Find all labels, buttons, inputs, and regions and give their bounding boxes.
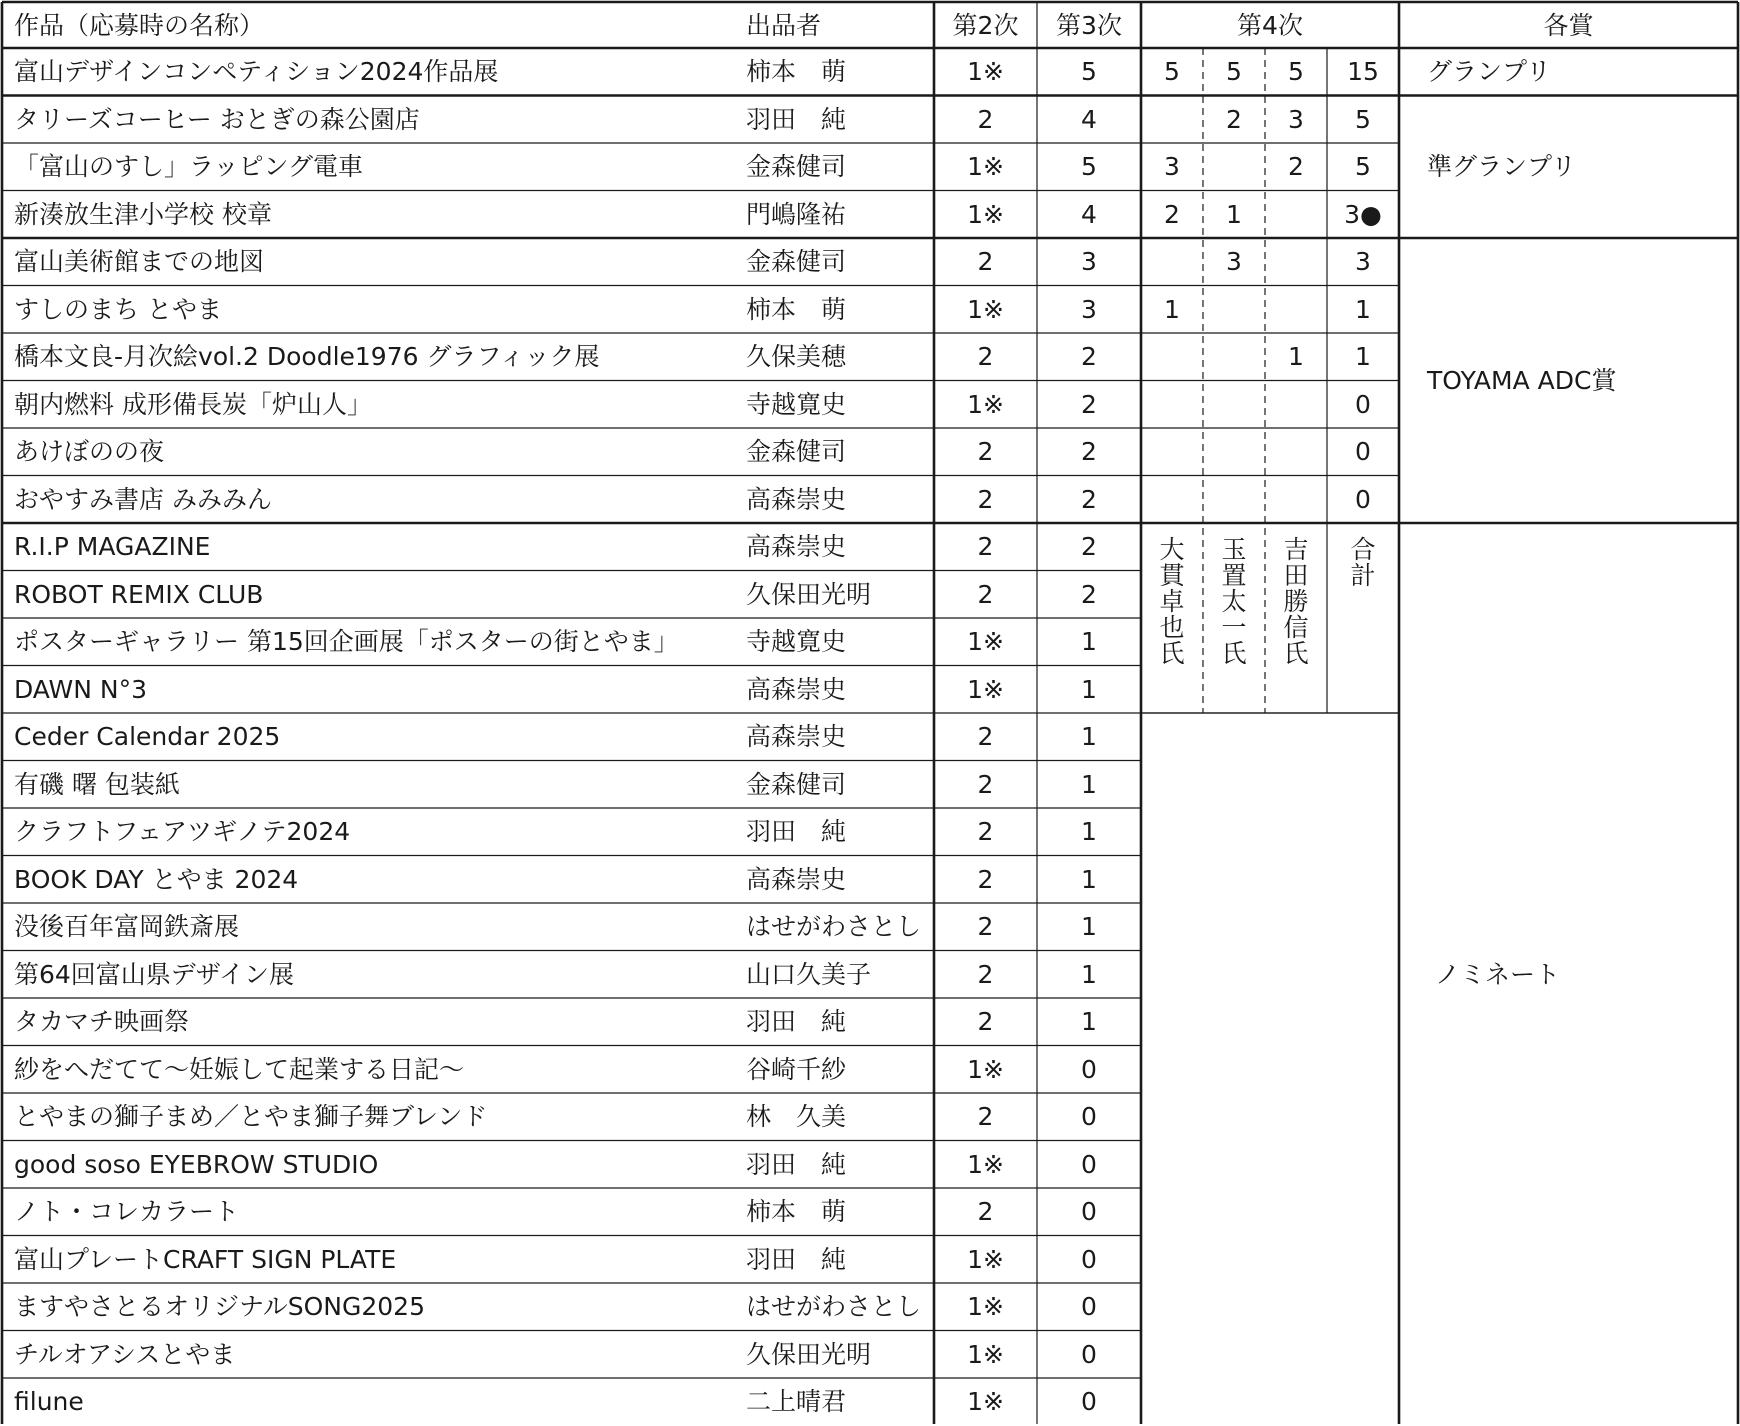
row-exhibitor: 久保田光明: [746, 1339, 872, 1369]
judge-name-char: 大: [1159, 535, 1185, 564]
row-exhibitor: 寺越寛史: [746, 627, 847, 657]
row-round-2: 1※: [967, 57, 1004, 87]
row-round-2: 2: [977, 1102, 994, 1132]
row-judge-1-score: [1141, 428, 1203, 476]
row-round-3: 0: [1081, 1149, 1097, 1179]
row-round-3: 2: [1081, 437, 1097, 467]
row-total: 5: [1355, 104, 1371, 134]
row-judge-3-score: [1265, 191, 1327, 239]
row-round-3: 5: [1081, 57, 1097, 87]
row-round-3: 1: [1081, 817, 1097, 847]
row-round-2: 1※: [967, 152, 1004, 182]
row-work: 富山美術館までの地図: [14, 247, 265, 277]
row-round-2: 2: [977, 532, 994, 562]
row-round-2: 1※: [967, 389, 1004, 419]
row-total: 1: [1355, 342, 1371, 372]
row-total: 0: [1355, 437, 1371, 467]
row-judge-3-score: 2: [1288, 152, 1304, 182]
row-exhibitor: 柿本 萌: [746, 57, 847, 87]
row-work: 朝内燃料 成形備長炭「炉山人」: [14, 389, 372, 419]
row-exhibitor: 羽田 純: [746, 817, 847, 847]
row-exhibitor: 寺越寛史: [746, 389, 847, 419]
judge-name-char: 貫: [1159, 561, 1185, 590]
judge-name-char: 氏: [1221, 639, 1247, 668]
row-judge-1-score: 2: [1164, 199, 1180, 229]
judge-name-char: 田: [1283, 561, 1309, 590]
row-exhibitor: 羽田 純: [746, 104, 847, 134]
row-judge-2-score: [1203, 476, 1265, 524]
row-round-2: 2: [977, 864, 994, 894]
row-work: 第64回富山県デザイン展: [14, 959, 295, 989]
row-work: 有磯 曙 包装紙: [14, 769, 180, 799]
row-judge-2-score: [1203, 286, 1265, 334]
row-round-3: 0: [1081, 1292, 1097, 1322]
row-judge-1-score: [1141, 238, 1203, 286]
row-exhibitor: 金森健司: [746, 247, 847, 277]
row-round-2: 2: [977, 912, 994, 942]
row-work: 富山デザインコンペティション2024作品展: [14, 57, 499, 87]
row-round-3: 1: [1081, 1007, 1097, 1037]
award-label: 準グランプリ: [1427, 152, 1577, 182]
row-round-3: 0: [1081, 1102, 1097, 1132]
row-judge-2-score: [1203, 143, 1265, 191]
row-judge-1-score: 3: [1164, 152, 1180, 182]
judge-name-char: 計: [1350, 561, 1376, 590]
judge-name-char: 也: [1159, 613, 1185, 642]
judge-name-char: 吉: [1283, 535, 1309, 564]
row-work: 「富山のすし」ラッピング電車: [14, 152, 364, 182]
header-round-4: 第4次: [1237, 10, 1303, 40]
row-exhibitor: 高森崇史: [746, 532, 847, 562]
row-round-3: 5: [1081, 152, 1097, 182]
row-judge-3-score: [1265, 286, 1327, 334]
row-round-2: 2: [977, 437, 994, 467]
row-round-3: 4: [1081, 104, 1097, 134]
row-round-2: 2: [977, 104, 994, 134]
row-exhibitor: 羽田 純: [746, 1149, 847, 1179]
row-round-3: 1: [1081, 864, 1097, 894]
row-work: タカマチ映画祭: [14, 1007, 190, 1037]
row-total: 0: [1355, 484, 1371, 514]
row-judge-1-score: [1141, 381, 1203, 429]
row-round-2: 2: [977, 342, 994, 372]
judge-name-char: 氏: [1283, 639, 1309, 668]
row-judge-3-score: [1265, 428, 1327, 476]
row-round-2: 2: [977, 579, 994, 609]
row-round-3: 4: [1081, 199, 1097, 229]
header-award: 各賞: [1543, 10, 1594, 40]
row-round-2: 1※: [967, 1387, 1004, 1417]
row-round-2: 1※: [967, 674, 1004, 704]
judge-name: [1265, 537, 1327, 667]
row-total: 1: [1355, 294, 1371, 324]
row-round-2: 1※: [967, 199, 1004, 229]
row-total: 15: [1347, 57, 1379, 87]
row-work: good soso EYEBROW STUDIO: [14, 1149, 379, 1179]
row-work: filune: [14, 1387, 84, 1417]
row-exhibitor: はせがわさとし: [746, 1292, 922, 1322]
award-label: ノミネート: [1435, 959, 1561, 989]
row-work: とやまの獅子まめ／とやま獅子舞ブレンド: [14, 1102, 488, 1132]
row-judge-1-score: [1141, 476, 1203, 524]
row-exhibitor: 金森健司: [746, 769, 847, 799]
row-round-2: 1※: [967, 294, 1004, 324]
judge-name: [1203, 537, 1265, 667]
row-judge-3-score: 1: [1288, 342, 1304, 372]
row-work: 紗をへだてて〜妊娠して起業する日記〜: [14, 1054, 465, 1084]
row-round-3: 3: [1081, 294, 1097, 324]
row-round-2: 2: [977, 484, 994, 514]
judge-name-char: 勝: [1283, 587, 1309, 616]
row-judge-2-score: [1203, 381, 1265, 429]
row-exhibitor: 金森健司: [746, 437, 847, 467]
row-total: 3●: [1344, 199, 1382, 229]
row-judge-2-score: [1203, 428, 1265, 476]
row-judge-2-score: [1203, 333, 1265, 381]
row-judge-3-score: [1265, 238, 1327, 286]
judge-name-char: 玉: [1221, 535, 1247, 564]
row-work: 富山プレートCRAFT SIGN PLATE: [14, 1244, 397, 1274]
row-work: BOOK DAY とやま 2024: [14, 864, 299, 894]
row-exhibitor: 羽田 純: [746, 1007, 847, 1037]
row-judge-3-score: [1265, 381, 1327, 429]
row-exhibitor: 久保美穂: [746, 342, 847, 372]
row-round-2: 1※: [967, 1149, 1004, 1179]
row-exhibitor: 高森崇史: [746, 484, 847, 514]
row-work: ますやさとるオリジナルSONG2025: [14, 1292, 425, 1322]
judge-name-char: 合: [1350, 535, 1376, 564]
row-round-3: 0: [1081, 1339, 1097, 1369]
judge-name-char: 置: [1221, 561, 1247, 590]
row-exhibitor: 高森崇史: [746, 864, 847, 894]
row-exhibitor: 高森崇史: [746, 722, 847, 752]
row-exhibitor: 金森健司: [746, 152, 847, 182]
row-round-3: 1: [1081, 959, 1097, 989]
row-work: すしのまち とやま: [14, 294, 222, 324]
row-round-3: 1: [1081, 722, 1097, 752]
row-exhibitor: 門嶋隆祐: [746, 199, 847, 229]
row-round-2: 1※: [967, 1292, 1004, 1322]
row-round-2: 2: [977, 247, 994, 277]
judge-name: [1141, 537, 1203, 667]
judge-name-char: 信: [1283, 613, 1309, 642]
row-round-3: 1: [1081, 912, 1097, 942]
header-exhibitor: 出品者: [746, 10, 822, 40]
row-work: タリーズコーヒー おとぎの森公園店: [14, 104, 420, 134]
row-round-3: 0: [1081, 1387, 1097, 1417]
row-judge-3-score: [1265, 476, 1327, 524]
row-round-2: 1※: [967, 1054, 1004, 1084]
judge-name-char: 卓: [1159, 587, 1185, 616]
row-round-2: 2: [977, 1007, 994, 1037]
row-exhibitor: 谷崎千紗: [746, 1054, 847, 1084]
row-work: おやすみ書店 みみみん: [14, 484, 272, 514]
row-judge-2-score: 1: [1226, 199, 1242, 229]
row-work: ノト・コレカラート: [14, 1197, 240, 1227]
row-exhibitor: 山口久美子: [746, 959, 872, 989]
header-round-2: 第2次: [952, 10, 1019, 40]
row-exhibitor: 林 久美: [746, 1102, 847, 1132]
row-round-2: 2: [977, 1197, 994, 1227]
row-work: ROBOT REMIX CLUB: [14, 579, 264, 609]
row-work: クラフトフェアツギノテ2024: [14, 817, 351, 847]
row-round-3: 1: [1081, 769, 1097, 799]
row-round-2: 1※: [967, 1339, 1004, 1369]
row-judge-1-score: [1141, 96, 1203, 144]
row-exhibitor: 二上晴君: [746, 1387, 847, 1417]
row-round-3: 3: [1081, 247, 1097, 277]
judge-name-char: 太: [1221, 587, 1247, 616]
row-total: 5: [1355, 152, 1371, 182]
row-total: 3: [1355, 247, 1371, 277]
row-judge-2-score: 5: [1226, 57, 1242, 87]
row-judge-2-score: 3: [1226, 247, 1242, 277]
row-work: ポスターギャラリー 第15回企画展「ポスターの街とやま」: [14, 627, 679, 657]
row-round-3: 0: [1081, 1197, 1097, 1227]
row-exhibitor: 柿本 萌: [746, 294, 847, 324]
row-round-3: 0: [1081, 1054, 1097, 1084]
row-round-2: 2: [977, 817, 994, 847]
row-work: 橋本文良-月次絵vol.2 Doodle1976 グラフィック展: [14, 342, 600, 372]
row-exhibitor: 高森崇史: [746, 674, 847, 704]
row-judge-3-score: 5: [1288, 57, 1304, 87]
row-exhibitor: 柿本 萌: [746, 1197, 847, 1227]
row-exhibitor: はせがわさとし: [746, 912, 922, 942]
row-judge-1-score: [1141, 333, 1203, 381]
row-round-2: 1※: [967, 627, 1004, 657]
row-round-3: 1: [1081, 627, 1097, 657]
row-round-2: 2: [977, 769, 994, 799]
row-round-3: 2: [1081, 484, 1097, 514]
award-label: TOYAMA ADC賞: [1427, 366, 1617, 395]
row-round-2: 2: [977, 722, 994, 752]
row-work: Ceder Calendar 2025: [14, 722, 281, 752]
row-judge-3-score: 3: [1288, 104, 1304, 134]
judge-name-char: 一: [1221, 613, 1247, 642]
header-work: 作品（応募時の名称）: [14, 10, 265, 40]
row-total: 0: [1355, 389, 1371, 419]
row-judge-2-score: 2: [1226, 104, 1242, 134]
award-label: グランプリ: [1427, 57, 1552, 87]
row-exhibitor: 羽田 純: [746, 1244, 847, 1274]
judge-name-char: 氏: [1159, 639, 1185, 668]
row-round-3: 2: [1081, 579, 1097, 609]
row-work: DAWN N°3: [14, 674, 148, 704]
row-round-3: 2: [1081, 532, 1097, 562]
row-work: あけぼのの夜: [14, 437, 165, 467]
row-judge-1-score: 1: [1164, 294, 1180, 324]
row-round-2: 1※: [967, 1244, 1004, 1274]
header-round-3: 第3次: [1056, 10, 1122, 40]
row-work: 新湊放生津小学校 校章: [14, 199, 272, 229]
row-work: R.I.P MAGAZINE: [14, 532, 211, 562]
row-round-2: 2: [977, 959, 994, 989]
row-judge-1-score: 5: [1164, 57, 1180, 87]
row-round-3: 2: [1081, 342, 1097, 372]
row-round-3: 0: [1081, 1244, 1097, 1274]
row-work: 没後百年富岡鉄斎展: [14, 912, 240, 942]
row-round-3: 2: [1081, 389, 1097, 419]
row-work: チルオアシスとやま: [14, 1339, 236, 1369]
judge-name: [1327, 537, 1399, 589]
row-round-3: 1: [1081, 674, 1097, 704]
row-exhibitor: 久保田光明: [746, 579, 872, 609]
